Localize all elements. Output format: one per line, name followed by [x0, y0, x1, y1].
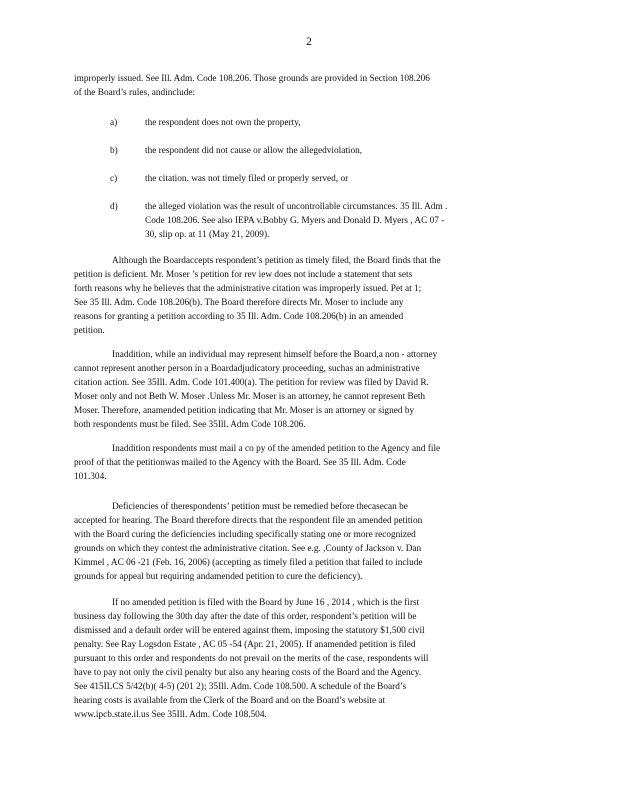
list-text: the respondent did not cause or allow the allegedviolation,	[145, 146, 363, 156]
intro-paragraph	[74, 72, 568, 100]
paragraph-mailing	[74, 442, 568, 484]
list-letter: c)	[110, 174, 118, 184]
text-line: citation action. See 35Ill. Adm. Code 101.400(a). The petition for review was filed by David R.	[74, 378, 429, 388]
text-line: with the Board curing the deficiencies including specifically stating one or more recognized	[74, 530, 416, 540]
text-line: penalty. See Ray Logsdon Estate , AC 05 -54 (Apr. 21, 2005). If anamended petition is filed	[74, 640, 416, 650]
list-letter: b)	[110, 146, 118, 156]
text-line: cannot represent another person in a Boardadjudicatory proceeding, suchas an administrative	[74, 364, 420, 374]
list-letter: d)	[110, 202, 118, 212]
text-line: If no amended petition is filed with the Board by June 16 , 2014 , which is the first	[112, 598, 420, 608]
text-line: pursuant to this order and respondents do not prevail on the merits of the case, respondents will	[74, 654, 429, 664]
text-line: proof of that the petitionwas mailed to the Agency with the Board. See 35 Ill. Adm. Code	[74, 458, 406, 468]
list-letter: a)	[110, 118, 118, 128]
text-line: reasons for granting a petition according to 35 Ill. Adm. Code 108.206(b) in an amended	[74, 312, 404, 322]
text-line: of the Board’s rules, andinclude:	[74, 88, 196, 98]
text-line: petition.	[74, 326, 105, 336]
text-line: Although the Boardaccepts respondent’s petition as timely filed, the Board finds that the	[112, 256, 441, 266]
text-line: 101.304.	[74, 472, 107, 482]
text-line: both respondents must be filed. See 35Ill. Adm Code 108.206.	[74, 420, 306, 430]
text-line: improperly issued. See Ill. Adm. Code 108.206. Those grounds are provided in Section 108.206	[74, 74, 430, 84]
list-text: Code 108.206. See also IEPA v.Bobby G. Myers and Donald D. Myers , AC 07 -	[145, 216, 445, 226]
text-line: hearing costs is available from the Clerk of the Board and on the Board’s website at	[74, 696, 386, 706]
list-text: the citation. was not timely filed or properly served, or	[145, 174, 349, 184]
text-line: www.ipcb.state.il.us See 35Ill. Adm. Code 108.504.	[74, 710, 267, 720]
text-line: Inaddition respondents must mail a co py of the amended petition to the Agency and file	[112, 444, 441, 454]
text-line: forth reasons why he believes that the administrative citation was improperly issued. Pet at 1;	[74, 284, 422, 294]
text-line: See 415ILCS 5/42(b)( 4-5) (201 2); 35Ill. Adm. Code 108.500. A schedule of the Board’s	[74, 682, 407, 692]
text-line: See 35 Ill. Adm. Code 108.206(b). The Board therefore directs Mr. Moser to include any	[74, 298, 404, 308]
text-line: Moser. Therefore, anamended petition indicating that Mr. Moser is an attorney or signed by	[74, 406, 415, 416]
list-text: the alleged violation was the result of uncontrollable circumstances. 35 Ill. Adm .	[145, 202, 448, 212]
text-line: accepted for hearing. The Board therefore directs that the respondent file an amended petition	[74, 516, 423, 526]
page-number: 2	[306, 36, 312, 48]
paragraph-representation	[74, 348, 568, 432]
text-line: grounds on which they contest the administrative citation. See e.g. ,County of Jackson v. Dan	[74, 544, 422, 554]
list-text: 30, slip op. at 11 (May 21, 2009).	[145, 230, 270, 240]
text-line: have to pay not only the civil penalty but also any hearing costs of the Board and the Agency.	[74, 668, 422, 678]
text-line: Kimmel , AC 06 -21 (Feb. 16, 2006) (accepting as timely filed a petition that failed to include	[74, 558, 423, 568]
text-line: Inaddition, while an individual may represent himself before the Board,a non - attorney	[112, 350, 438, 360]
paragraph-deficiency	[74, 254, 568, 338]
text-line: business day following the 30th day after the date of this order, respondent’s petition will be	[74, 612, 417, 622]
text-line: grounds for appeal but requiring andamended petition to cure the deficiency).	[74, 572, 363, 582]
text-line: dismissed and a default order will be entered against them, imposing the statutory $1,500 civil	[74, 626, 425, 636]
text-line: petition is deficient. Mr. Moser ’s petition for rev iew does not include a statement that sets	[74, 270, 413, 280]
paragraph-dismissal	[74, 596, 568, 722]
text-line: Moser only and not Beth W. Moser .Unless Mr. Moser is an attorney, he cannot represent Beth	[74, 392, 426, 402]
text-line: Deficiencies of therespondents’ petition must be remedied before thecasecan be	[112, 502, 408, 512]
paragraph-remedy	[74, 500, 568, 584]
list-text: the respondent does not own the property,	[145, 118, 301, 128]
